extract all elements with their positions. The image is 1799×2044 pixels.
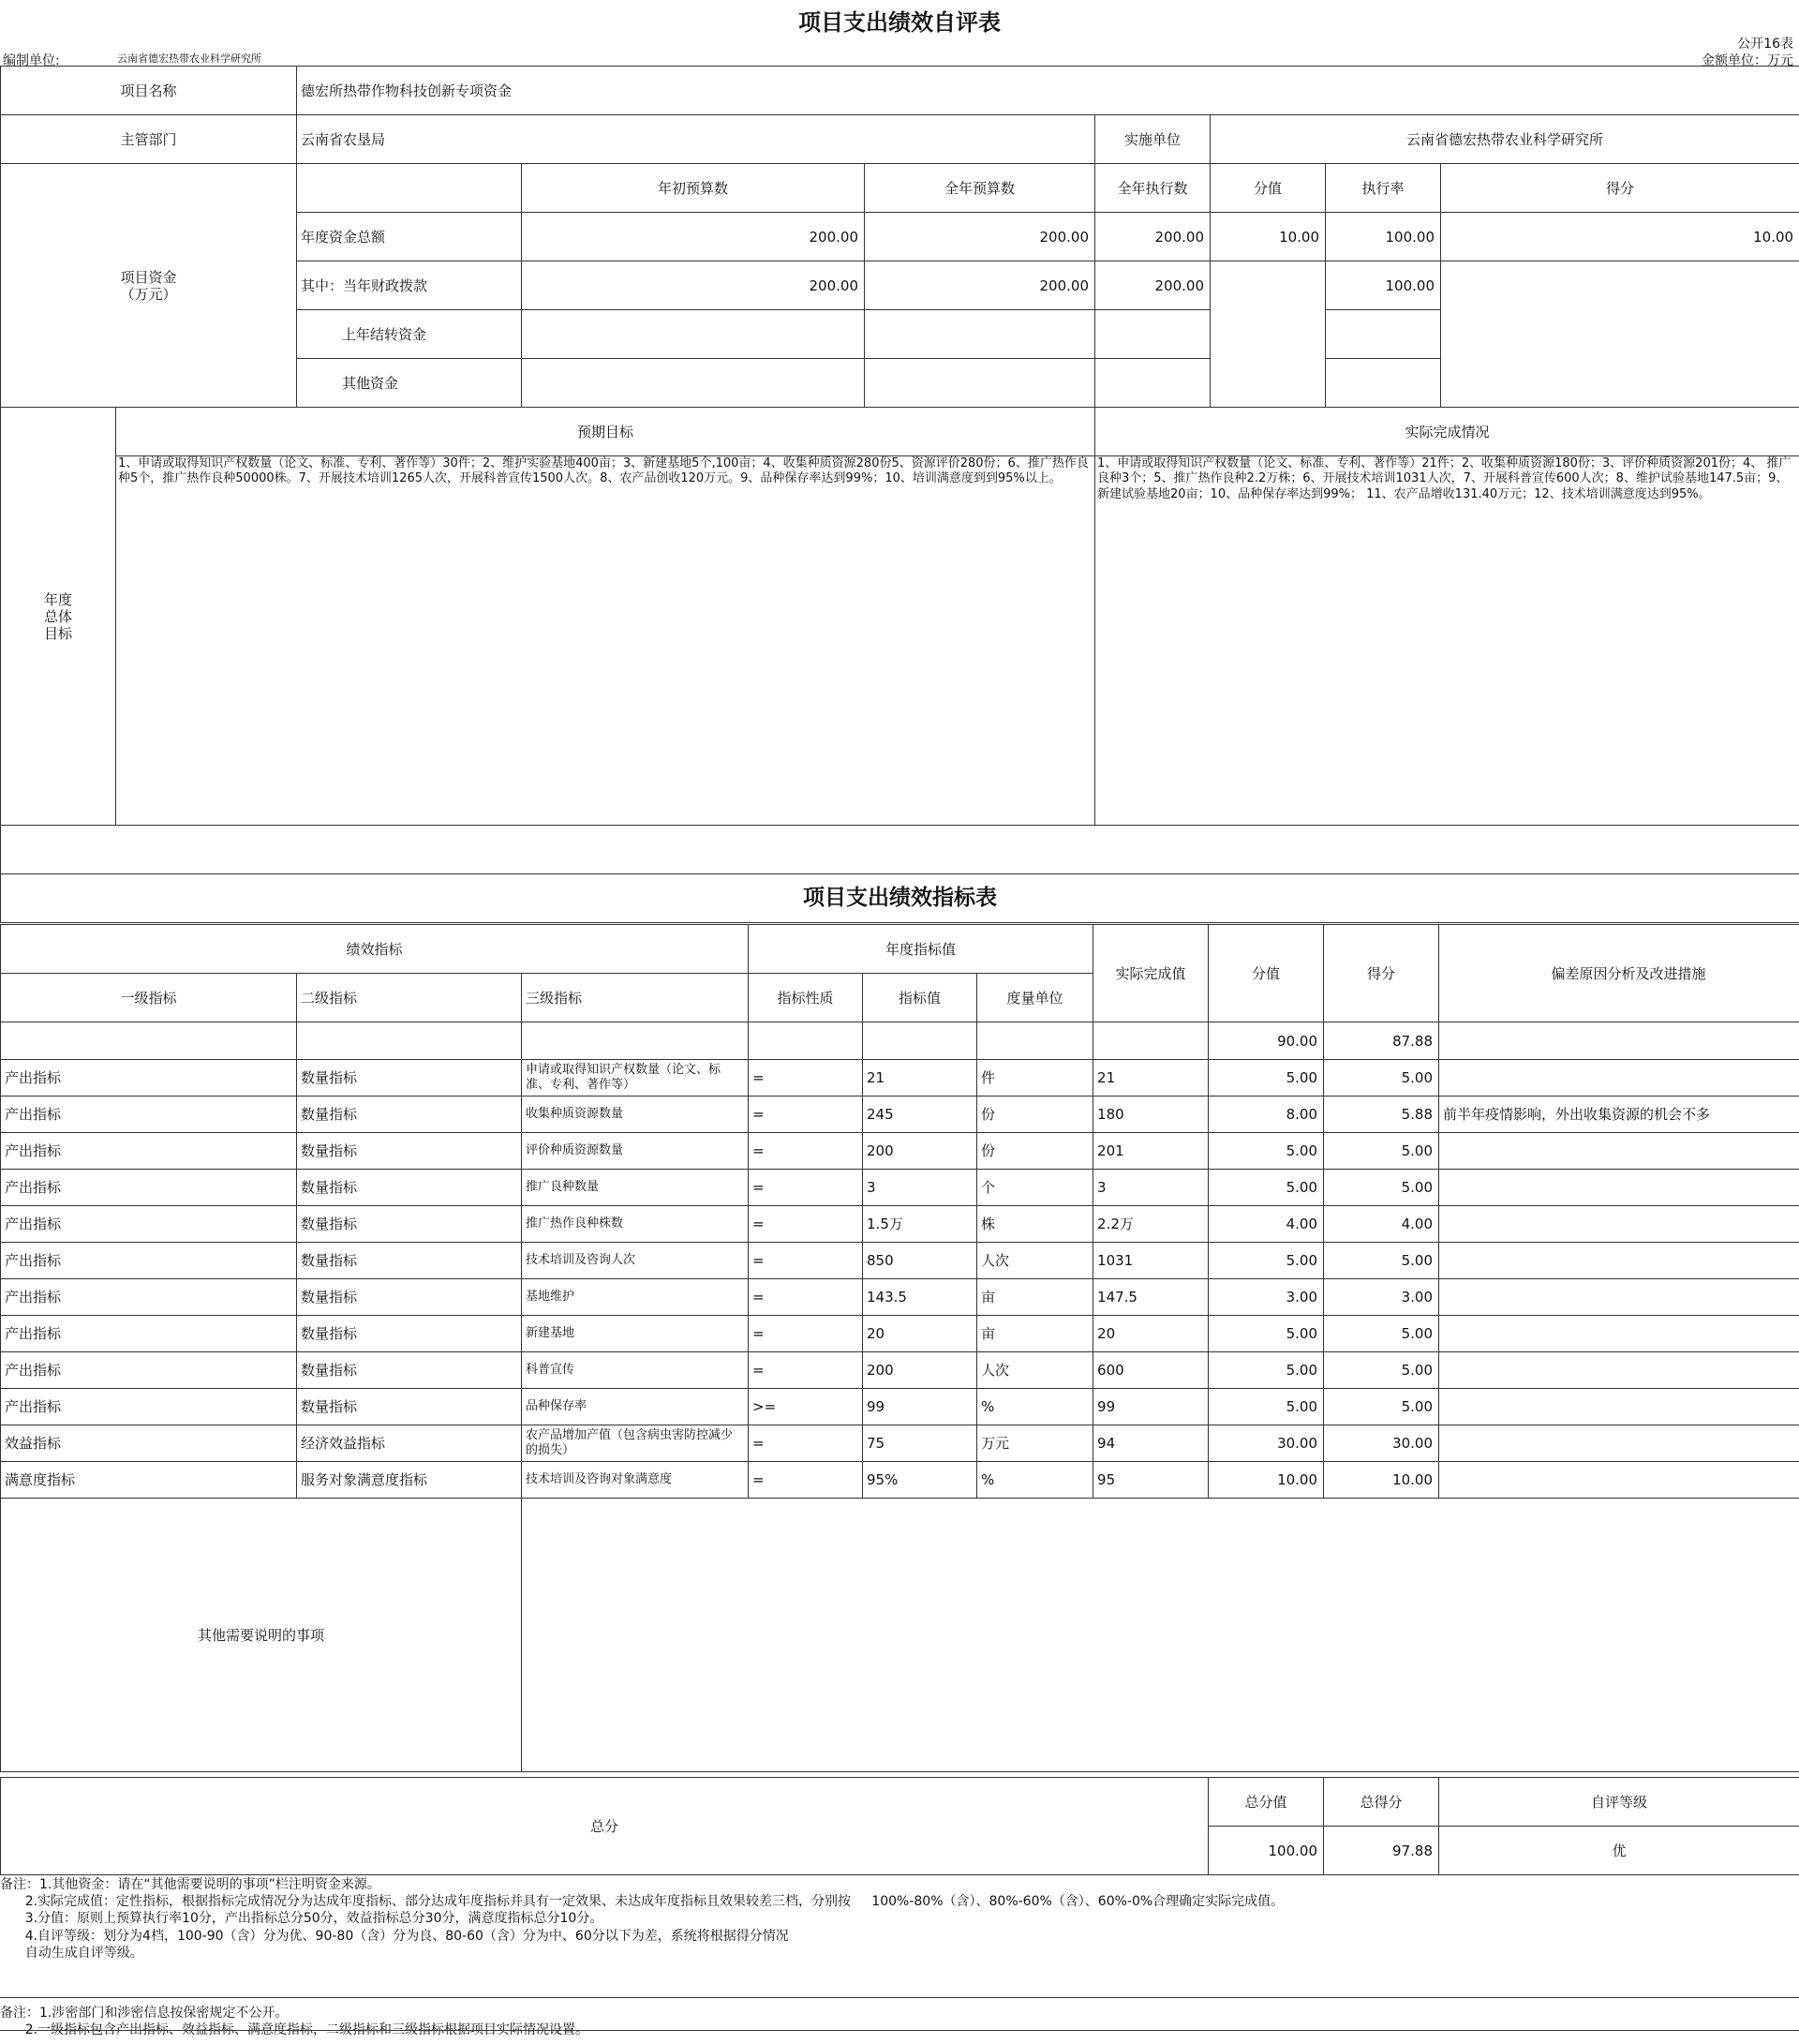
table-row <box>1 1243 1799 1279</box>
header-level1: 一级指标 <box>1 974 297 1022</box>
funds-executed: 200.00 <box>1095 261 1211 310</box>
impl-value: 云南省德宏热带农业科学研究所 <box>1211 115 1799 164</box>
level2-cell: 经济效益指标 <box>297 1425 522 1462</box>
nature-cell: = <box>749 1316 863 1352</box>
total-score-label: 总得分 <box>1324 1778 1439 1827</box>
goals-label: 年度 总体 目标 <box>1 408 116 826</box>
funds-label: 项目资金 （万元） <box>1 164 297 408</box>
level3-cell: 推广良种数量 <box>522 1170 749 1206</box>
funds-row-label: 其他资金 <box>297 359 522 408</box>
level2-cell: 数量指标 <box>297 1060 522 1097</box>
unit-cell: 株 <box>977 1206 1093 1243</box>
header-level3: 三级指标 <box>522 974 749 1022</box>
summary-blank <box>863 1022 977 1060</box>
level2-cell: 数量指标 <box>297 1133 522 1170</box>
actual-completion-header: 实际完成情况 <box>1095 408 1799 456</box>
table-row <box>1 1279 1799 1316</box>
table-row <box>1 1170 1799 1206</box>
funds-rate <box>1326 359 1441 408</box>
table-row <box>1 1389 1799 1425</box>
score-value-cell: 5.00 <box>1209 1316 1324 1352</box>
score-cell: 5.00 <box>1324 1316 1439 1352</box>
target-cell: 75 <box>863 1425 977 1462</box>
reason-cell <box>1439 1279 1799 1316</box>
level3-cell: 农产品增加产值（包含病虫害防控减少的损失） <box>522 1425 749 1462</box>
summary-blank <box>297 1022 522 1060</box>
form-number: 公开16表 <box>1737 37 1793 52</box>
funds-annual: 200.00 <box>865 261 1095 310</box>
unit-cell: 个 <box>977 1170 1093 1206</box>
level1-cell: 产出指标 <box>1 1206 297 1243</box>
unit-cell: 亩 <box>977 1316 1093 1352</box>
level1-cell: 产出指标 <box>1 1316 297 1352</box>
actual-cell: 600 <box>1093 1352 1209 1389</box>
unit-cell: 人次 <box>977 1352 1093 1389</box>
org-value: 云南省德宏热带农业科学研究所 <box>117 52 261 65</box>
nature-cell: = <box>749 1425 863 1462</box>
unit-label: 金额单位：万元 <box>1702 53 1793 68</box>
funds-rate <box>1326 310 1441 359</box>
level2-cell: 数量指标 <box>297 1170 522 1206</box>
funds-header-score-value: 分值 <box>1211 164 1326 213</box>
funds-annual <box>865 359 1095 408</box>
reason-cell <box>1439 1352 1799 1389</box>
org-label: 编制单位: <box>3 53 60 68</box>
target-cell: 20 <box>863 1316 977 1352</box>
score-cell: 3.00 <box>1324 1279 1439 1316</box>
reason-cell <box>1439 1133 1799 1170</box>
table-row <box>1 1206 1799 1243</box>
score-value-cell: 5.00 <box>1209 1060 1324 1097</box>
header-nature: 指标性质 <box>749 974 863 1022</box>
score-value-cell: 3.00 <box>1209 1279 1324 1316</box>
nature-cell: = <box>749 1060 863 1097</box>
funds-initial: 200.00 <box>522 261 865 310</box>
funds-score-value: 10.00 <box>1211 213 1326 261</box>
unit-cell: % <box>977 1462 1093 1499</box>
score-cell: 5.00 <box>1324 1060 1439 1097</box>
unit-cell: 万元 <box>977 1425 1093 1462</box>
note-line: 备注：1.涉密部门和涉密信息按保密规定不公开。 <box>0 2006 289 2021</box>
actual-cell: 147.5 <box>1093 1279 1209 1316</box>
nature-cell: = <box>749 1097 863 1133</box>
nature-cell: = <box>749 1462 863 1499</box>
header-level2: 二级指标 <box>297 974 522 1022</box>
funds-header-initial: 年初预算数 <box>522 164 865 213</box>
level2-cell: 数量指标 <box>297 1389 522 1425</box>
level3-cell: 品种保存率 <box>522 1389 749 1425</box>
score-cell: 5.88 <box>1324 1097 1439 1133</box>
page-title: 项目支出绩效自评表 <box>798 9 1001 36</box>
header-target: 指标值 <box>863 974 977 1022</box>
funds-annual <box>865 310 1095 359</box>
other-notes-value <box>522 1499 1799 1772</box>
unit-cell: % <box>977 1389 1093 1425</box>
summary-blank <box>1439 1022 1799 1060</box>
nature-cell: = <box>749 1352 863 1389</box>
expected-goal-header: 预期目标 <box>116 408 1095 456</box>
note-line: 3.分值：原则上预算执行率10分，产出指标总分50分，效益指标总分30分，满意度指标总分10分。 <box>0 1911 603 1927</box>
impl-label: 实施单位 <box>1095 115 1211 164</box>
actual-cell: 20 <box>1093 1316 1209 1352</box>
reason-cell <box>1439 1206 1799 1243</box>
other-notes-label: 其他需要说明的事项 <box>1 1499 522 1772</box>
table-row <box>1 1133 1799 1170</box>
target-cell: 200 <box>863 1133 977 1170</box>
funds-score-merged <box>1441 261 1799 408</box>
unit-cell: 份 <box>977 1133 1093 1170</box>
project-info-table <box>0 66 1799 923</box>
actual-cell: 3 <box>1093 1170 1209 1206</box>
total-value: 100.00 <box>1209 1827 1324 1875</box>
summary-score: 87.88 <box>1324 1022 1439 1060</box>
level1-cell: 产出指标 <box>1 1352 297 1389</box>
notes-block-1 <box>0 1876 1799 1962</box>
header-reason: 偏差原因分析及改进措施 <box>1439 925 1799 1022</box>
funds-annual: 200.00 <box>865 213 1095 261</box>
target-cell: 850 <box>863 1243 977 1279</box>
score-value-cell: 5.00 <box>1209 1170 1324 1206</box>
funds-row-label: 上年结转资金 <box>297 310 522 359</box>
level3-cell: 新建基地 <box>522 1316 749 1352</box>
level3-cell: 基地维护 <box>522 1279 749 1316</box>
table-row <box>1 1097 1799 1133</box>
table-row <box>1 1425 1799 1462</box>
header-score-value: 分值 <box>1209 925 1324 1022</box>
nature-cell: = <box>749 1133 863 1170</box>
level1-cell: 产出指标 <box>1 1060 297 1097</box>
funds-executed: 200.00 <box>1095 213 1211 261</box>
score-value-cell: 4.00 <box>1209 1206 1324 1243</box>
reason-cell <box>1439 1462 1799 1499</box>
level2-cell: 数量指标 <box>297 1352 522 1389</box>
funds-row-label: 年度资金总额 <box>297 213 522 261</box>
summary-blank <box>1093 1022 1209 1060</box>
reason-cell <box>1439 1060 1799 1097</box>
reason-cell <box>1439 1389 1799 1425</box>
divider <box>0 1997 1799 1998</box>
actual-cell: 99 <box>1093 1389 1209 1425</box>
summary-blank <box>977 1022 1093 1060</box>
score-cell: 5.00 <box>1324 1133 1439 1170</box>
level3-cell: 科普宣传 <box>522 1352 749 1389</box>
funds-rate: 100.00 <box>1326 261 1441 310</box>
funds-score: 10.00 <box>1441 213 1799 261</box>
funds-rate: 100.00 <box>1326 213 1441 261</box>
target-cell: 3 <box>863 1170 977 1206</box>
notes-block-2 <box>0 2005 1799 2038</box>
target-cell: 143.5 <box>863 1279 977 1316</box>
score-value-cell: 5.00 <box>1209 1133 1324 1170</box>
table-row <box>1 1462 1799 1499</box>
level2-cell: 数量指标 <box>297 1206 522 1243</box>
note-line: 2.实际完成值：定性指标，根据指标完成情况分为达成年度指标、部分达成年度指标并具有一定效果、未达成年度指标且效果较差三档，分别按 100%-80%（含）、80%-60%（含）、60%-0%合理确定实际完成值。 <box>0 1894 1285 1910</box>
note-line: 备注：1.其他资金：请在“其他需要说明的事项”栏注明资金来源。 <box>0 1877 380 1892</box>
target-cell: 245 <box>863 1097 977 1133</box>
table-row <box>1 1316 1799 1352</box>
score-cell: 10.00 <box>1324 1462 1439 1499</box>
funds-header-annual: 全年预算数 <box>865 164 1095 213</box>
funds-header-blank <box>297 164 522 213</box>
target-cell: 95% <box>863 1462 977 1499</box>
group-annual-values: 年度指标值 <box>749 925 1093 974</box>
target-cell: 200 <box>863 1352 977 1389</box>
actual-cell: 95 <box>1093 1462 1209 1499</box>
level1-cell: 效益指标 <box>1 1425 297 1462</box>
score-value-cell: 10.00 <box>1209 1462 1324 1499</box>
spacer-row <box>1 826 1799 874</box>
grade-label: 自评等级 <box>1439 1778 1799 1827</box>
reason-cell <box>1439 1316 1799 1352</box>
unit-cell: 人次 <box>977 1243 1093 1279</box>
summary-blank <box>522 1022 749 1060</box>
score-cell: 30.00 <box>1324 1425 1439 1462</box>
score-value-cell: 5.00 <box>1209 1243 1324 1279</box>
note-line: 自动生成自评等级。 <box>0 1945 143 1961</box>
dept-label: 主管部门 <box>1 115 297 164</box>
unit-cell: 件 <box>977 1060 1093 1097</box>
level2-cell: 数量指标 <box>297 1316 522 1352</box>
funds-header-score: 得分 <box>1441 164 1799 213</box>
nature-cell: >= <box>749 1389 863 1425</box>
funds-initial: 200.00 <box>522 213 865 261</box>
divider <box>0 2030 1799 2031</box>
funds-header-executed: 全年执行数 <box>1095 164 1211 213</box>
level3-cell: 收集种质资源数量 <box>522 1097 749 1133</box>
total-score-table <box>0 1777 1799 1875</box>
score-cell: 5.00 <box>1324 1352 1439 1389</box>
note-line: 4.自评等级：划分为4档，100-90（含）分为优、90-80（含）分为良、80-60（含）分为中、60分以下为差，系统将根据得分情况 <box>0 1928 789 1944</box>
unit-cell: 份 <box>977 1097 1093 1133</box>
level1-cell: 产出指标 <box>1 1279 297 1316</box>
target-cell: 99 <box>863 1389 977 1425</box>
score-value-cell: 30.00 <box>1209 1425 1324 1462</box>
funds-executed <box>1095 359 1211 408</box>
project-name-value: 德宏所热带作物科技创新专项资金 <box>297 67 1799 115</box>
level2-cell: 数量指标 <box>297 1243 522 1279</box>
level1-cell: 产出指标 <box>1 1243 297 1279</box>
indicator-table <box>0 924 1799 1772</box>
score-cell: 5.00 <box>1324 1389 1439 1425</box>
score-cell: 4.00 <box>1324 1206 1439 1243</box>
actual-cell: 21 <box>1093 1060 1209 1097</box>
level3-cell: 评价种质资源数量 <box>522 1133 749 1170</box>
nature-cell: = <box>749 1206 863 1243</box>
total-value-label: 总分值 <box>1209 1778 1324 1827</box>
level2-cell: 数量指标 <box>297 1097 522 1133</box>
total-score: 97.88 <box>1324 1827 1439 1875</box>
nature-cell: = <box>749 1243 863 1279</box>
reason-cell <box>1439 1425 1799 1462</box>
expected-goal-text: 1、申请或取得知识产权数量（论文、标准、专利、著作等）30件；2、维护实验基地400亩；3、新建基地5个,100亩；4、收集种质资源280份5、资源评价280份；6、推广热作良种5个，推广热作良种50000株。7、开展技术培训1265人次，开展科普宣传1500人次。8、农产品创收120万元。9、品种保存率达到99%；10、培训满意度到到95%以上。 <box>116 456 1095 826</box>
level2-cell: 数量指标 <box>297 1279 522 1316</box>
funds-initial <box>522 310 865 359</box>
table-row <box>1 1060 1799 1097</box>
score-value-cell: 5.00 <box>1209 1389 1324 1425</box>
funds-initial <box>522 359 865 408</box>
header-actual: 实际完成值 <box>1093 925 1209 1022</box>
note-line: 2.一级指标包含产出指标、效益指标、满意度指标，二级指标和三级指标根据项目实际情况设置。 <box>0 2022 589 2038</box>
actual-cell: 1031 <box>1093 1243 1209 1279</box>
level1-cell: 产出指标 <box>1 1170 297 1206</box>
reason-cell <box>1439 1170 1799 1206</box>
level3-cell: 技术培训及咨询人次 <box>522 1243 749 1279</box>
score-cell: 5.00 <box>1324 1170 1439 1206</box>
project-name-label: 项目名称 <box>1 67 297 115</box>
group-performance-indicators: 绩效指标 <box>1 925 749 974</box>
actual-completion-text: 1、申请或取得知识产权数量（论文、标准、专利、著作等）21件；2、收集种质资源180份；3、评价种质资源201份；4、 推广良种3个；5、推广热作良种2.2万株；6、开展技术培训1031人次，7、开展科普宣传600人次；8、维护试验基地147.5亩；9、新建试验基地20亩；10、品种保存率达到99%； 11、农产品增收131.40万元；12、技术培训满意度达到95%。 <box>1095 456 1799 826</box>
reason-cell: 前半年疫情影响，外出收集资源的机会不多 <box>1439 1097 1799 1133</box>
nature-cell: = <box>749 1279 863 1316</box>
header-score: 得分 <box>1324 925 1439 1022</box>
level1-cell: 产出指标 <box>1 1133 297 1170</box>
actual-cell: 180 <box>1093 1097 1209 1133</box>
funds-row-label: 其中：当年财政拨款 <box>297 261 522 310</box>
summary-score-value: 90.00 <box>1209 1022 1324 1060</box>
indicator-table-title: 项目支出绩效指标表 <box>1 874 1799 923</box>
actual-cell: 94 <box>1093 1425 1209 1462</box>
level3-cell: 申请或取得知识产权数量（论文、标准、专利、著作等） <box>522 1060 749 1097</box>
target-cell: 1.5万 <box>863 1206 977 1243</box>
target-cell: 21 <box>863 1060 977 1097</box>
table-row <box>1 1352 1799 1389</box>
summary-blank <box>749 1022 863 1060</box>
funds-executed <box>1095 310 1211 359</box>
level1-cell: 产出指标 <box>1 1097 297 1133</box>
score-cell: 5.00 <box>1324 1243 1439 1279</box>
actual-cell: 201 <box>1093 1133 1209 1170</box>
level3-cell: 技术培训及咨询对象满意度 <box>522 1462 749 1499</box>
indicator-rows <box>1 1060 1799 1499</box>
grade-value: 优 <box>1439 1827 1799 1875</box>
funds-score-value-merged <box>1211 261 1326 408</box>
actual-cell: 2.2万 <box>1093 1206 1209 1243</box>
score-value-cell: 5.00 <box>1209 1352 1324 1389</box>
dept-value: 云南省农垦局 <box>297 115 1095 164</box>
total-label: 总分 <box>1 1778 1209 1875</box>
level1-cell: 产出指标 <box>1 1389 297 1425</box>
summary-blank <box>1 1022 297 1060</box>
funds-header-rate: 执行率 <box>1326 164 1441 213</box>
level3-cell: 推广热作良种株数 <box>522 1206 749 1243</box>
unit-cell: 亩 <box>977 1279 1093 1316</box>
header-unit: 度量单位 <box>977 974 1093 1022</box>
level1-cell: 满意度指标 <box>1 1462 297 1499</box>
score-value-cell: 8.00 <box>1209 1097 1324 1133</box>
level2-cell: 服务对象满意度指标 <box>297 1462 522 1499</box>
nature-cell: = <box>749 1170 863 1206</box>
reason-cell <box>1439 1243 1799 1279</box>
